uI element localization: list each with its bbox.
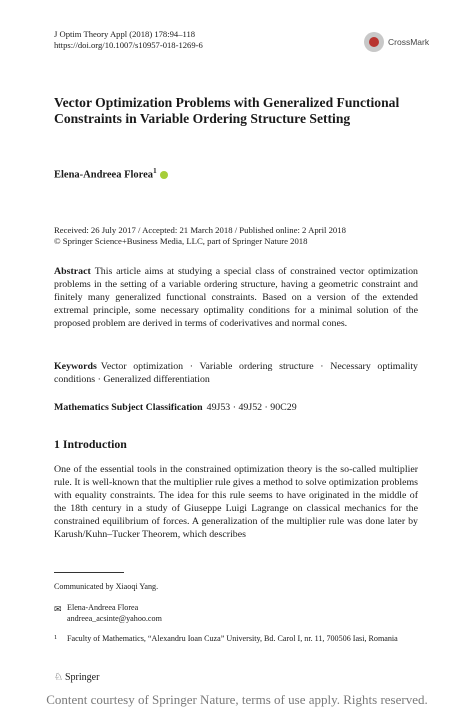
author-affiliation-mark: 1 (153, 167, 157, 175)
paper-title: Vector Optimization Problems with Generalized Functional Constraints in Variable Ordering Structure Setting (54, 95, 400, 126)
crossmark-badge[interactable] (364, 32, 464, 54)
affiliation-mark: 1 (54, 634, 58, 641)
publication-dates (54, 225, 434, 247)
msc-codes: 49J53 · 49J52 · 90C29 (206, 402, 297, 413)
orcid-icon[interactable] (160, 171, 168, 179)
journal-citation: J Optim Theory Appl (2018) 178:94–118 (54, 29, 196, 39)
keywords-label: Keywords (54, 361, 97, 372)
contact-name: Elena-Andreea Florea (67, 603, 139, 612)
keywords-text: Vector optimization · Variable ordering structure · Necessary optimality conditions · Generalized differentiation (54, 361, 418, 385)
copyright-line: © Springer Science+Business Media, LLC, part of Springer Nature 2018 (54, 236, 308, 246)
publisher-logo (54, 672, 99, 683)
contact-email[interactable]: andreea_acsinte@yahoo.com (67, 613, 162, 623)
footnote-divider (54, 572, 124, 573)
envelope-icon: ✉ (54, 604, 62, 614)
section-heading: 1 Introduction (54, 437, 127, 451)
author-line (54, 167, 168, 181)
author-name: Elena-Andreea Florea (54, 169, 154, 181)
received-accepted-line: Received: 26 July 2017 / Accepted: 21 March 2018 / Published online: 2 April 2018 (54, 225, 346, 235)
introduction-text: One of the essential tools in the constrained optimization theory is the so-called multiplier rule. It is well-known that the multiplier rule gives a method to solve optimization problems with equality constraints. The idea for this rule seems to have originated in the middle of the 18th century in a study of Giuseppe Luigi Lagrange on classical mechanics for the constrained equilibrium of forces. A generalization of the multiplier rule was done later by Karush/Kuhn–Tucker Theorem, which describes (54, 464, 418, 540)
msc-classification (54, 401, 418, 414)
courtesy-notice: Content courtesy of Springer Nature, terms of use apply. Rights reserved. (46, 692, 428, 707)
msc-label: Mathematics Subject Classification (54, 402, 203, 413)
abstract-label: Abstract (54, 266, 91, 277)
publisher-name: Springer (64, 672, 100, 683)
crossmark-label: CrossMark (388, 37, 430, 47)
journal-header (54, 29, 203, 51)
communicated-by: Communicated by Xiaoqi Yang. (54, 582, 159, 591)
abstract (54, 265, 418, 330)
abstract-text: This article aims at studying a special class of constrained vector optimization problems in the setting of a variable ordering structure, having a geometric constraint and finitely many generalized functional constraints. Based on a version of the extended extremal principle, some necessary optimality conditions for a minimal solution of the proposed problem are derived in terms of coderivatives and normal cones. (54, 266, 418, 329)
crossmark-icon (364, 32, 384, 52)
keywords (54, 360, 418, 386)
doi-link[interactable]: https://doi.org/10.1007/s10957-018-1269-6 (54, 40, 203, 50)
affiliation-text: Faculty of Mathematics, “Alexandru Ioan Cuza” University, Bd. Carol I, nr. 11, 700506 Iasi, Romania (67, 634, 398, 643)
springer-horse-icon: ♘ (54, 672, 63, 683)
